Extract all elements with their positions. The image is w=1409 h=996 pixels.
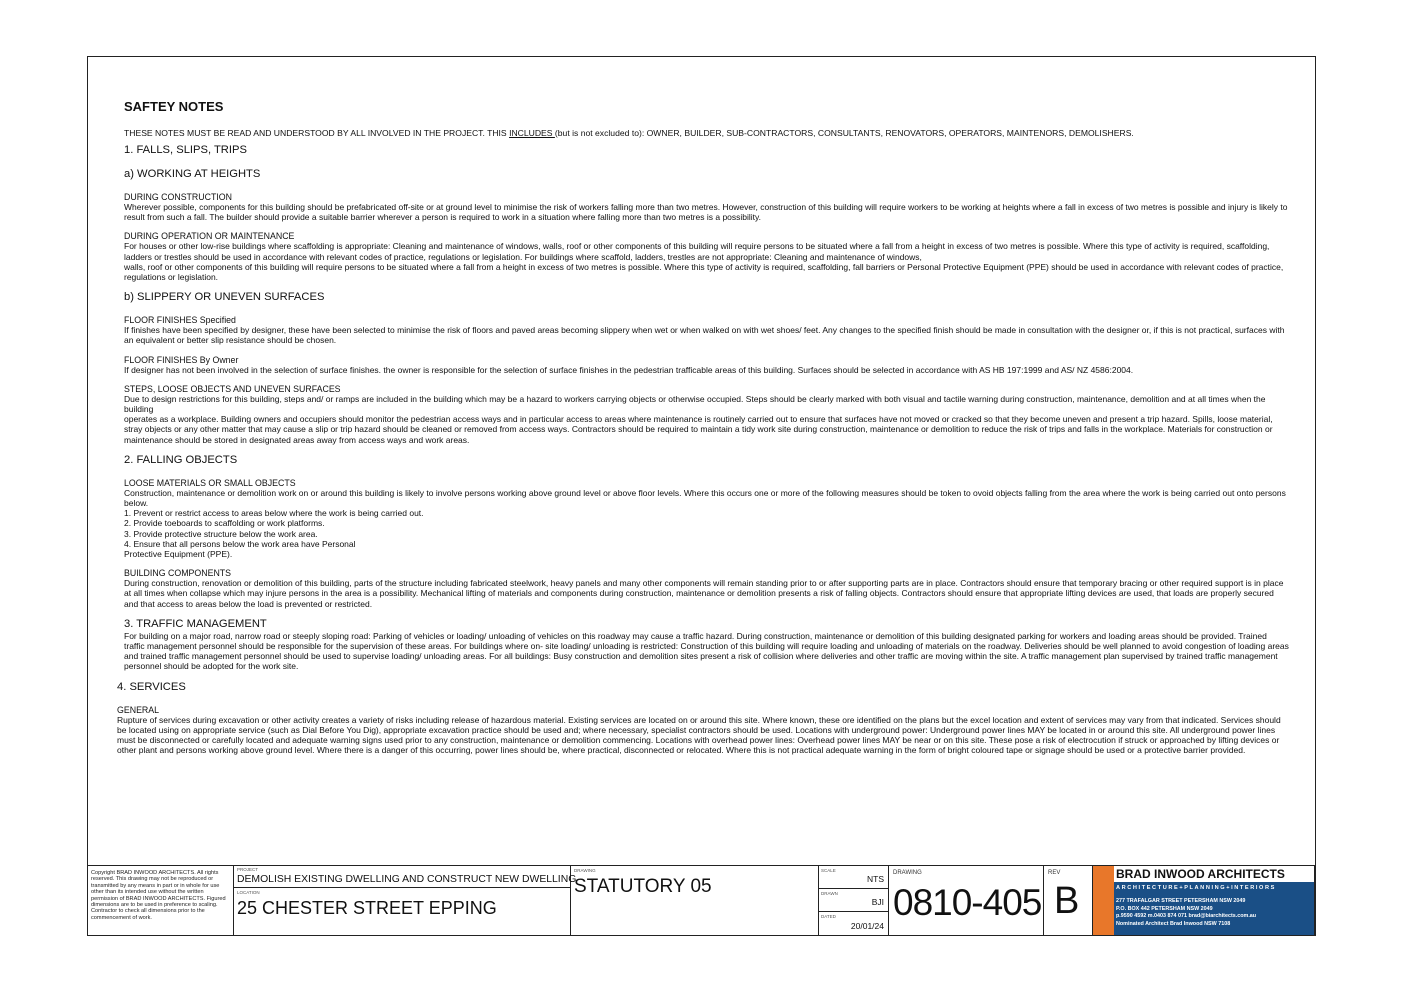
firm-panel xyxy=(1114,866,1314,935)
paragraph-heading: STEPS, LOOSE OBJECTS AND UNEVEN SURFACES xyxy=(124,383,341,394)
paragraph: If designer has not been involved in the selection of surface finishes. the owner is responsible for the selection of surface finishes in the pedestrian trafficable areas of this building. Surfaces should be selected in accordance with AS HB 197:1999 and AS/ NZ 4586:2004. xyxy=(124,364,1134,375)
paragraph: Due to design restrictions for this building, steps and/ or ramps are included in the building which may be a hazard to workers carrying objects or otherwise occupied. Steps should be clearly marked with both visual and tactile warning during construction, maintenance, demolition and at all times when the building xyxy=(124,393,1266,415)
dated-label: DATED xyxy=(821,914,836,919)
notes-title: SAFTEY NOTES xyxy=(124,99,224,114)
intro-text-end: (but is not excluded to): OWNER, BUILDER, SUB-CONTRACTORS, CONSULTANTS, RENOVATORS, OPERATORS, MAINTENORS, DEMOLISHERS. xyxy=(554,128,1134,138)
revision-label: REV xyxy=(1048,870,1061,876)
intro-text: THESE NOTES MUST BE READ AND UNDERSTOOD BY ALL INVOLVED IN THE PROJECT. THIS xyxy=(124,128,510,138)
paragraph: Construction, maintenance or demolition work on or around this building is likely to involve persons working above ground level or above floor levels. Where this occurs one or more of the following measures should be token to ovoid objects falling from the area where the work is being carried out onto persons below. xyxy=(124,487,1286,509)
notes-intro xyxy=(124,128,1289,138)
firm-tagline: ARCHITECTURE+PLANNING+INTERIORS xyxy=(1116,885,1276,891)
list-item: 3. Provide protective structure below the work area. xyxy=(124,528,318,539)
intro-underlined: INCLUDES xyxy=(509,128,555,138)
paragraph-heading: FLOOR FINISHES Specified xyxy=(124,315,236,326)
section-heading: 2. FALLING OBJECTS xyxy=(124,453,238,466)
drawing-number: 0810-405 xyxy=(893,882,1042,923)
scale-row xyxy=(819,866,888,889)
paragraph-heading: BUILDING COMPONENTS xyxy=(124,568,232,579)
section-heading: 4. SERVICES xyxy=(117,680,186,693)
paragraph: Wherever possible, components for this building should be prefabricated off-site or at ground level to minimise the risk of workers falling more than two metres. However, construction of this building will require workers to be working at heights where a fall in excess of two metres is possible and injury is likely to result from such a fall. The builder should provide a suitable barrier wherever a person is required to work in a situation where falling more than two metres is a possibility. xyxy=(124,202,1288,223)
revision-value: B xyxy=(1054,880,1080,922)
drawing-number-cell xyxy=(889,866,1044,935)
drawing-number-label: DRAWING xyxy=(893,870,922,876)
measures-list xyxy=(124,508,1289,559)
drawn-value: BJI xyxy=(871,897,884,907)
address-line: 277 TRAFALGAR STREET PETERSHAM NSW 2049 xyxy=(1116,898,1246,904)
scale-label: SCALE xyxy=(821,868,836,873)
section-heading: 1. FALLS, SLIPS, TRIPS xyxy=(124,144,247,156)
location-value: 25 CHESTER STREET EPPING xyxy=(237,898,497,918)
paragraph: operates as a workplace. Building owners and occupiers should monitor the pedestrian access ways and in particular access to areas where maintenance is routinely carried out to ensure that surfaces have not moved or cracked so that they become uneven and present a trip hazard. Spills, loose material, stray objects or any other matter that may cause a slip or trip hazard should be cleaned or removed from access ways. Contractors should be required to maintain a tidy work site during construction, maintenance or demolition to reduce the risk of trips and falls in the workplace. Materials for construction or maintenance should be stored in designated areas away from access ways and work areas. xyxy=(124,414,1273,445)
project-label: PROJECT xyxy=(237,867,259,872)
revision-cell xyxy=(1044,866,1093,935)
list-item: 1. Prevent or restrict access to areas below where the work is being carried out. xyxy=(124,508,424,519)
paragraph: For houses or other low-rise buildings where scaffolding is appropriate: Cleaning and maintenance of windows, walls, roof or other components of this building will require persons to be situated where a fall from a height in excess of two metres is possible. Where this type of activity is required, scaffolding, ladders or trestles should be used in accordance with relevant codes of practice, regulations or legislation. For buildings where scaffold, ladders, trestles are not appropriate: Cleaning and maintenance of windows, xyxy=(124,241,1270,262)
paragraph: Rupture of services during excavation or other activity creates a variety of risks including release of hazardous material. Existing services are located on or around this site. Where known, these ore identified on the plans but the excel location and extent of services may vary from that indicated. Services should be located using on appropriate service (such as Dial Before You Dig), appropriate excavation practice should be used and; where necessary, specialist contractors should be used. Locations with underground power: Underground power lines MAY be located in or around this site. All underground power lines must be disconnected or carefully located and adequate warning signs used prior to any construction, maintenance or demolition commencing. Locations with overhead power lines: Overhead power lines MAY be near or on this site. These pose a risk of electrocution if struck or approached by lifting devices or other plant and persons working above ground level. Where there is a danger of this occurring, power lines should be, where practical, disconnected or relocated. Where this is not practical adequate warning in the form of bright coloured tape or signage should be used or a protective barrier provided. xyxy=(117,714,1281,756)
paragraph-heading: DURING OPERATION OR MAINTENANCE xyxy=(124,231,295,242)
drawing-sheet xyxy=(87,56,1316,936)
drawn-row xyxy=(819,889,888,912)
dated-row xyxy=(819,912,888,935)
paragraph: walls, roof or other components of this building will require persons to be situated where a fall from a height in excess of two metres is possible. Where this type of activity is required, scaffolding, fall barriers or Personal Protective Equipment (PPE) should be used in accordance with relevant codes of practice, regulations or legislation. xyxy=(124,261,1284,283)
dated-value: 20/01/24 xyxy=(850,921,884,931)
drawing-title-cell xyxy=(571,866,819,935)
project-value: DEMOLISH EXISTING DWELLING AND CONSTRUCT NEW DWELLING xyxy=(237,874,577,885)
project-row xyxy=(234,866,577,888)
safety-notes xyxy=(117,99,1289,765)
firm-address xyxy=(1116,898,1256,928)
copyright-notice: Copyright BRAD INWOOD ARCHITECTS. All rights reserved. This drawing may not be reproduced or transmitted by any means in part or in whole for use other than its intended use without the written permission of BRAD INWOOD ARCHITECTS. Figured dimensions are to be used in preference to scaling. Contractor to check all dimensions prior to the commencement of work. xyxy=(88,866,234,935)
list-item: 2. Provide toeboards to scaffolding or work platforms. xyxy=(124,518,325,529)
paragraph: If finishes have been specified by designer, these have been selected to minimise the risk of floors and paved areas becoming slippery when wet or when walked on with wet shoes/ feet. Any changes to the specified finish should be made in consultation with the designer or, if this is not practical, surfaces with an equivalent or better slip resistance should be chosen. xyxy=(124,325,1285,346)
address-line: P.O. BOX 442 PETERSHAM NSW 2049 xyxy=(1116,905,1213,912)
services-section xyxy=(117,681,1289,756)
project-cell xyxy=(234,866,577,935)
paragraph-heading: LOOSE MATERIALS OR SMALL OBJECTS xyxy=(124,477,296,488)
subsection-heading: a) WORKING AT HEIGHTS xyxy=(124,168,261,180)
drawing-title-label: DRAWING xyxy=(574,868,596,873)
section-heading: 3. TRAFFIC MANAGEMENT xyxy=(124,617,267,630)
firm-logo-block xyxy=(1093,866,1315,935)
paragraph-heading: GENERAL xyxy=(117,704,160,715)
accent-stripe xyxy=(1093,866,1114,935)
contact-line: p.9590 4592 m.0403 874 071 brad@biarchitects.com.au xyxy=(1116,913,1257,920)
nominated-architect: Nominated Architect Brad Inwood NSW 7108 xyxy=(1116,920,1231,927)
title-block xyxy=(88,865,1315,935)
paragraph-heading: FLOOR FINISHES By Owner xyxy=(124,354,239,365)
scale-value: NTS xyxy=(867,874,884,884)
meta-cell xyxy=(819,866,889,935)
list-item: 4. Ensure that all persons below the work area have Personal xyxy=(124,538,356,549)
list-item: Protective Equipment (PPE). xyxy=(124,549,233,560)
paragraph: For building on a major road, narrow road or steeply sloping road: Parking of vehicles or loading/ unloading of vehicles on this roadway may cause a traffic hazard. During construction, maintenance or demolition of this building designated parking for workers and loading areas should be provided. Trained traffic management personnel should be responsible for the supervision of these areas. For buildings where on- site loading/ unloading is restricted: Construction of this building will require loading and unloading of materials on the roadway. Deliveries should be well planned to avoid congestion of loading areas and trained traffic management personnel should be used to supervise loading/ unloading areas. For all buildings: Busy construction and demolition sites present a risk of collision where deliveries and other traffic are moving within the site. A traffic management plan supervised by trained traffic management personnel should be adopted for the work site. xyxy=(124,630,1289,672)
subsection-heading: b) SLIPPERY OR UNEVEN SURFACES xyxy=(124,291,325,304)
paragraph: During construction, renovation or demolition of this building, parts of the structure including fabricated steelwork, heavy panels and many other components will remain standing prior to or after supporting parts are in place. Contractors should ensure that temporary bracing or other required support is in place at all times when collapse which may injure persons in the area is a possibility. Mechanical lifting of materials and components during construction, maintenance or demolition presents a risk of falling objects. Contractors should ensure that appropriate lifting devices are used, that loads are properly secured and that access to areas below the load is prevented or restricted. xyxy=(124,578,1284,609)
drawing-title-value: STATUTORY 05 xyxy=(574,876,712,897)
drawn-label: DRAWN xyxy=(821,891,838,896)
location-label: LOCATION xyxy=(237,890,260,895)
firm-name: BRAD INWOOD ARCHITECTS xyxy=(1114,866,1314,882)
paragraph-heading: DURING CONSTRUCTION xyxy=(124,192,233,202)
